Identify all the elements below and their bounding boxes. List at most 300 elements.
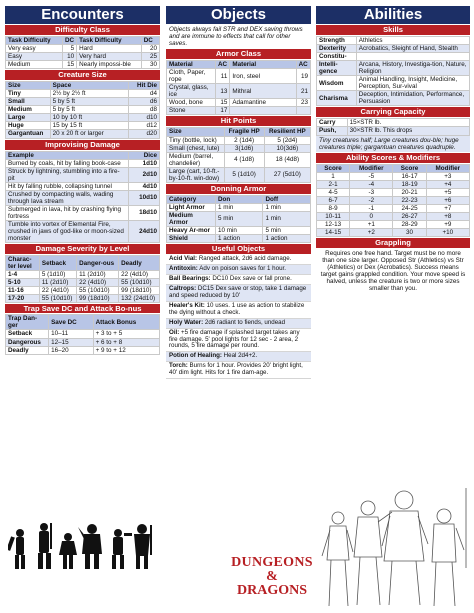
col-header: Deadly bbox=[119, 256, 160, 271]
table-row bbox=[167, 136, 311, 144]
cell: 1 action bbox=[263, 235, 311, 243]
cell: 21 bbox=[296, 84, 310, 99]
col-header: Category bbox=[167, 195, 216, 203]
col-header: Modifier bbox=[426, 164, 469, 172]
cell: 55 (10d10) bbox=[77, 287, 119, 295]
item-name: Potion of Healing: bbox=[169, 352, 222, 360]
silhouette-figure bbox=[112, 529, 132, 569]
cell: +8 bbox=[426, 212, 469, 220]
cell: 5 min bbox=[215, 211, 263, 226]
cell: Setback bbox=[6, 330, 49, 338]
cell: Cloth, Paper, rope bbox=[167, 69, 216, 84]
encounters-column bbox=[5, 6, 160, 355]
cell bbox=[296, 107, 310, 115]
table-row bbox=[317, 180, 470, 188]
table-row bbox=[6, 122, 160, 130]
item-text: 2d6 radiant to fiends, undead bbox=[204, 318, 286, 326]
cell: +4 bbox=[426, 180, 469, 188]
cell: 99 (18d10) bbox=[77, 295, 119, 303]
item-name: Oil: bbox=[169, 328, 180, 336]
cell: 18d10 bbox=[129, 205, 160, 220]
cell: Hard bbox=[77, 45, 142, 53]
cell: d6 bbox=[129, 98, 160, 106]
cell bbox=[356, 53, 469, 61]
donning-armor-table bbox=[166, 195, 311, 243]
col-header: Material bbox=[230, 61, 296, 69]
table-row bbox=[6, 53, 160, 61]
table-row bbox=[6, 159, 160, 167]
cell: 0 bbox=[350, 212, 393, 220]
logo-line-1: DUNGEONS bbox=[231, 555, 313, 570]
cell: -2 bbox=[350, 196, 393, 204]
cell: Athletics bbox=[356, 37, 469, 45]
cell: Medium bbox=[6, 106, 51, 114]
table-row bbox=[6, 182, 160, 190]
silhouette-figure bbox=[134, 524, 152, 569]
ability-scores-header: Ability Scores & Modifiers bbox=[316, 153, 470, 163]
cell: 17 bbox=[215, 107, 229, 115]
table-row bbox=[317, 127, 470, 135]
list-item bbox=[166, 362, 311, 379]
cell: 22-23 bbox=[393, 196, 426, 204]
cell: 1 min bbox=[263, 211, 311, 226]
table-row bbox=[6, 346, 160, 354]
col-header: Space bbox=[50, 82, 129, 90]
cell: Tumble into vortex of Elemental Fire, crushed in jaws of god-like or moon-sized monster bbox=[6, 220, 129, 242]
logo-line-2: & DRAGONS bbox=[236, 569, 307, 598]
cell: Easy bbox=[6, 53, 63, 61]
cell: 1 min bbox=[263, 203, 311, 211]
col-header: Setback bbox=[39, 256, 76, 271]
cell: Carry bbox=[317, 119, 348, 127]
cell: d8 bbox=[129, 106, 160, 114]
improvising-damage-header: Improvising Damage bbox=[5, 140, 160, 150]
cell: Medium Armor bbox=[167, 211, 216, 226]
table-row bbox=[167, 99, 311, 107]
list-item bbox=[166, 255, 311, 265]
col-header: Resilient HP bbox=[264, 128, 310, 136]
item-text: +5 fire damage if splashed target takes any fire damage. 5' pool lights for 12 sec - 2 area, 2 rounds, 5 fire damage per round. bbox=[169, 328, 300, 350]
cell: Struck by lightning, stumbling into a fire-pit bbox=[6, 167, 129, 182]
cell: +1 bbox=[350, 220, 393, 228]
cell: Medium bbox=[6, 61, 63, 69]
cell: 28-29 bbox=[393, 220, 426, 228]
cell: 55 (10d10) bbox=[119, 279, 160, 287]
cell: Wisdom bbox=[317, 76, 357, 91]
damage-severity-header: Damage Severity by Level bbox=[5, 244, 160, 254]
useful-objects-list bbox=[166, 255, 311, 379]
col-header: Fragile HP bbox=[224, 128, 264, 136]
col-header: Hit Die bbox=[129, 82, 160, 90]
col-header: Score bbox=[393, 164, 426, 172]
col-header: Don bbox=[215, 195, 263, 203]
table-row bbox=[317, 212, 470, 220]
table-row bbox=[317, 61, 470, 76]
cell: Medium (barrel, chandelier) bbox=[167, 152, 225, 167]
table-row bbox=[6, 45, 160, 53]
item-name: Healer's Kit: bbox=[169, 301, 205, 309]
skills-table bbox=[316, 36, 470, 106]
cell: 2-1 bbox=[317, 180, 350, 188]
table-row bbox=[6, 98, 160, 106]
col-header: Task Difficulty bbox=[6, 37, 63, 45]
cell: 14-15 bbox=[317, 228, 350, 236]
cell: Nearly impossi-ble bbox=[77, 61, 142, 69]
table-row bbox=[167, 235, 311, 243]
item-name: Ball Bearings: bbox=[169, 274, 211, 282]
abilities-column bbox=[316, 6, 470, 293]
col-header: Score bbox=[317, 164, 350, 172]
table-row bbox=[6, 114, 160, 122]
col-header: Size bbox=[6, 82, 51, 90]
armor-class-table bbox=[166, 60, 311, 115]
cell: 24-25 bbox=[393, 204, 426, 212]
cell: + 3 to + 5 bbox=[93, 330, 159, 338]
hit-points-table bbox=[166, 127, 311, 182]
cell: Large bbox=[6, 114, 51, 122]
cell: 10(3d6) bbox=[264, 144, 310, 152]
cell: Intelli-gence bbox=[317, 61, 357, 76]
list-item bbox=[166, 329, 311, 353]
grappling-text: Requires one free hand. Target must be no more than one size larger. Opposed Str (Athletics) vs Str (Athletics) or Dex (Acrobatics). Success means target gains grappled condition. Your move speed is halved, unless the creature is two or more sizes smaller than you. bbox=[320, 250, 466, 293]
cell: 20 bbox=[141, 45, 159, 53]
trap-save-table bbox=[5, 314, 160, 354]
table-row bbox=[167, 69, 311, 84]
cell: Adamantine bbox=[230, 99, 296, 107]
list-item bbox=[166, 275, 311, 285]
item-text: Heal 2d4+2. bbox=[223, 352, 258, 360]
objects-intro: Objects always fail STR and DEX saving throws and are immune to effects that call for other saves. bbox=[166, 25, 311, 48]
table-row bbox=[6, 338, 160, 346]
silhouette-figure bbox=[38, 523, 52, 569]
cell: 12-13 bbox=[317, 220, 350, 228]
cell: 10 min bbox=[215, 226, 263, 234]
cell: 5 by 5 ft bbox=[50, 98, 129, 106]
silhouette-figure bbox=[59, 533, 77, 569]
adventurer-figure bbox=[382, 491, 428, 605]
cell: 15 bbox=[62, 61, 76, 69]
cell: 4 (1d8) bbox=[224, 152, 264, 167]
cell: Small bbox=[6, 98, 51, 106]
cell: 10–11 bbox=[49, 330, 94, 338]
cell: 20 x 20 ft or larger bbox=[50, 130, 129, 138]
cell: 15×STR lb. bbox=[347, 119, 469, 127]
item-text: 10 uses. 1 use as action to stabilize the dying without a check. bbox=[169, 301, 305, 316]
cell: + 9 to + 12 bbox=[93, 346, 159, 354]
table-row bbox=[6, 167, 160, 182]
dungeons-dragons-logo bbox=[230, 556, 314, 598]
cell: 30×STR lb. This drops bbox=[347, 127, 469, 135]
cell: Strength bbox=[317, 37, 357, 45]
cell: Arcana, History, Investiga-tion, Nature, Religion bbox=[356, 61, 469, 76]
cell: 5 (1d10) bbox=[224, 167, 264, 182]
skills-header: Skills bbox=[316, 25, 470, 35]
cell: 11 (2d10) bbox=[39, 279, 76, 287]
list-item bbox=[166, 302, 311, 319]
cell: 13 bbox=[215, 84, 229, 99]
table-row bbox=[317, 196, 470, 204]
cell: 16-17 bbox=[393, 172, 426, 180]
cell: Huge bbox=[6, 122, 51, 130]
cell: Burned by coals, hit by falling book-case bbox=[6, 159, 129, 167]
col-header: Example bbox=[6, 151, 129, 159]
col-header: Doff bbox=[263, 195, 311, 203]
table-row bbox=[317, 119, 470, 127]
item-text: Burns for 1 hour. Provides 20' bright light, 40' dim light. Hits for 1 fire dam-age. bbox=[169, 362, 303, 377]
adventurers-illustration bbox=[316, 478, 470, 610]
col-header: Material bbox=[167, 61, 216, 69]
cell: 30 bbox=[393, 228, 426, 236]
cell: 4-5 bbox=[317, 188, 350, 196]
cell: 1d10 bbox=[129, 159, 160, 167]
cell: 55 (10d10) bbox=[39, 295, 76, 303]
cell: d4 bbox=[129, 90, 160, 98]
table-row bbox=[317, 37, 470, 45]
cell: Hit by falling rubble, collapsing tunnel bbox=[6, 182, 129, 190]
item-name: Antitoxin: bbox=[169, 265, 198, 273]
col-header: AC bbox=[215, 61, 229, 69]
cell: Very hard bbox=[77, 53, 142, 61]
cell: +7 bbox=[426, 204, 469, 212]
table-row bbox=[6, 205, 160, 220]
list-item bbox=[166, 352, 311, 362]
objects-title: Objects bbox=[166, 6, 311, 24]
cell: 2½ by 2½ ft bbox=[50, 90, 129, 98]
cell: 11 (2d10) bbox=[77, 271, 119, 279]
table-row bbox=[317, 91, 470, 106]
damage-severity-table bbox=[5, 255, 160, 303]
table-row bbox=[167, 226, 311, 234]
col-header: Charac-ter level bbox=[6, 256, 40, 271]
cell: 25 bbox=[141, 53, 159, 61]
table-row bbox=[167, 107, 311, 115]
item-text: Ranged attack, 2d6 acid damage. bbox=[198, 255, 292, 263]
cell: Tiny bbox=[6, 90, 51, 98]
cell: 26-27 bbox=[393, 212, 426, 220]
objects-column bbox=[166, 6, 311, 379]
table-row bbox=[6, 220, 160, 242]
cell: d12 bbox=[129, 122, 160, 130]
table-row bbox=[317, 204, 470, 212]
col-header: DC bbox=[62, 37, 76, 45]
col-header: Task Difficulty bbox=[77, 37, 142, 45]
cell: 20-21 bbox=[393, 188, 426, 196]
cell: Constitu- bbox=[317, 53, 357, 61]
cell: 99 (18d10) bbox=[119, 287, 160, 295]
grappling-header: Grappling bbox=[316, 238, 470, 248]
cell: 19 bbox=[296, 69, 310, 84]
cell bbox=[230, 107, 296, 115]
table-row bbox=[317, 53, 470, 61]
cell: 10-11 bbox=[317, 212, 350, 220]
cell: 5 min bbox=[263, 226, 311, 234]
table-row bbox=[317, 45, 470, 53]
cell: 5 (1d10) bbox=[39, 271, 76, 279]
cell: 10 by 10 ft bbox=[50, 114, 129, 122]
table-row bbox=[6, 295, 160, 303]
item-name: Acid Vial: bbox=[169, 255, 198, 263]
item-text: DC10 Dex save or fall prone. bbox=[212, 274, 292, 282]
cell: 17-20 bbox=[6, 295, 40, 303]
donning-armor-header: Donning Armor bbox=[166, 184, 311, 194]
cell: Crystal, glass, ice bbox=[167, 84, 216, 99]
cell: 23 bbox=[296, 99, 310, 107]
cell: -1 bbox=[350, 204, 393, 212]
item-text: Adv on poison saves for 1 hour. bbox=[199, 265, 286, 273]
cell: Stone bbox=[167, 107, 216, 115]
col-header: Dice bbox=[129, 151, 160, 159]
cell: Animal Handling, Insight, Medicine, Perception, Sur-vival bbox=[356, 76, 469, 91]
cell: 5 by 5 ft bbox=[50, 106, 129, 114]
cell: Very easy bbox=[6, 45, 63, 53]
cell: 4d10 bbox=[129, 182, 160, 190]
cell: + 6 to + 8 bbox=[93, 338, 159, 346]
cell: 30 bbox=[141, 61, 159, 69]
cell: Push, bbox=[317, 127, 348, 135]
cell: Mithral bbox=[230, 84, 296, 99]
cell: Small (chest, lute) bbox=[167, 144, 225, 152]
cell: Crushed by compacting walls, wading through lava stream bbox=[6, 190, 129, 205]
table-row bbox=[167, 211, 311, 226]
cell: 5-10 bbox=[6, 279, 40, 287]
col-header: Attack Bonus bbox=[93, 315, 159, 330]
cell: 18-19 bbox=[393, 180, 426, 188]
item-text: DC15 Dex save or stop, take 1 damage and speed reduced by 10' bbox=[169, 284, 307, 299]
cell: +9 bbox=[426, 220, 469, 228]
item-name: Caltrops: bbox=[169, 284, 197, 292]
cell: Charisma bbox=[317, 91, 357, 106]
table-row bbox=[6, 106, 160, 114]
cell: 22 (4d10) bbox=[119, 271, 160, 279]
item-name: Holy Water: bbox=[169, 318, 204, 326]
table-row bbox=[317, 228, 470, 236]
cell: 8-9 bbox=[317, 204, 350, 212]
cell: 15 bbox=[215, 99, 229, 107]
adventurer-figure bbox=[432, 488, 466, 606]
table-row bbox=[6, 330, 160, 338]
cell: Dangerous bbox=[6, 338, 49, 346]
difficulty-class-table bbox=[5, 36, 160, 69]
cell: 6-7 bbox=[317, 196, 350, 204]
encounters-title: Encounters bbox=[5, 6, 160, 24]
cell: 5 (2d4) bbox=[264, 136, 310, 144]
trap-save-header: Trap Save DC and Attack Bo-nus bbox=[5, 304, 160, 313]
silhouette-figure bbox=[78, 524, 102, 569]
cell: Dexterity bbox=[317, 45, 357, 53]
cell: 11 bbox=[215, 69, 229, 84]
col-header: Trap Dan-ger bbox=[6, 315, 49, 330]
cell: -5 bbox=[350, 172, 393, 180]
cell: -4 bbox=[350, 180, 393, 188]
carrying-capacity-note: Tiny creatures half; Large creatures dou-ble; huge creatures triple; gargantuan creatures quadruple. bbox=[316, 136, 470, 152]
table-row bbox=[6, 287, 160, 295]
list-item bbox=[166, 319, 311, 329]
table-row bbox=[167, 84, 311, 99]
cell: +5 bbox=[426, 188, 469, 196]
cell: d20 bbox=[129, 130, 160, 138]
creature-silhouettes-image bbox=[8, 519, 158, 577]
cell: 2d10 bbox=[129, 167, 160, 182]
cell: -3 bbox=[350, 188, 393, 196]
armor-class-header: Armor Class bbox=[166, 49, 311, 59]
cell: 11-16 bbox=[6, 287, 40, 295]
cell: Gargantuan bbox=[6, 130, 51, 138]
cell: 1 min bbox=[215, 203, 263, 211]
cell: 5 bbox=[62, 45, 76, 53]
cell: +2 bbox=[350, 228, 393, 236]
silhouette-figure bbox=[8, 529, 25, 569]
table-row bbox=[317, 76, 470, 91]
table-row bbox=[167, 144, 311, 152]
cell: 27 (5d10) bbox=[264, 167, 310, 182]
useful-objects-header: Useful Objects bbox=[166, 244, 311, 254]
cell: Iron, steel bbox=[230, 69, 296, 84]
cell: 1-4 bbox=[6, 271, 40, 279]
cell: Tiny (bottle, lock) bbox=[167, 136, 225, 144]
cell: 24d10 bbox=[129, 220, 160, 242]
cell: 15 by 15 ft bbox=[50, 122, 129, 130]
list-item bbox=[166, 285, 311, 302]
cell: 22 (4d10) bbox=[39, 287, 76, 295]
table-row bbox=[6, 61, 160, 69]
table-row bbox=[6, 130, 160, 138]
table-row bbox=[6, 279, 160, 287]
cell: Light Armor bbox=[167, 203, 216, 211]
cell: d10 bbox=[129, 114, 160, 122]
table-row bbox=[317, 172, 470, 180]
cell: Deception, Intimidation, Performance, Persuasion bbox=[356, 91, 469, 106]
abilities-title: Abilities bbox=[316, 6, 470, 24]
adventurer-figure bbox=[354, 501, 392, 605]
cell: Heavy Ar-mor bbox=[167, 226, 216, 234]
table-row bbox=[167, 152, 311, 167]
creature-size-table bbox=[5, 81, 160, 138]
cell: Wood, bone bbox=[167, 99, 216, 107]
cell: 1 bbox=[317, 172, 350, 180]
cell: 1 action bbox=[215, 235, 263, 243]
table-row bbox=[317, 188, 470, 196]
cell: Large (cart, 10-ft.-by-10-ft. win-dow) bbox=[167, 167, 225, 182]
cell: +6 bbox=[426, 196, 469, 204]
item-name: Torch: bbox=[169, 362, 188, 370]
difficulty-class-header: Difficulty Class bbox=[5, 25, 160, 35]
cell: Deadly bbox=[6, 346, 49, 354]
cell: +3 bbox=[426, 172, 469, 180]
col-header: Size bbox=[167, 128, 225, 136]
cell: 12–15 bbox=[49, 338, 94, 346]
adventurer-figure bbox=[322, 512, 353, 606]
cell: Shield bbox=[167, 235, 216, 243]
cell: 16–20 bbox=[49, 346, 94, 354]
cell: 10 bbox=[62, 53, 76, 61]
cell: Submerged in lava, hit by crashing flying fortress bbox=[6, 205, 129, 220]
cell: 10d10 bbox=[129, 190, 160, 205]
table-row bbox=[6, 271, 160, 279]
list-item bbox=[166, 265, 311, 275]
cell: Acrobatics, Sleight of Hand, Stealth bbox=[356, 45, 469, 53]
hit-points-header: Hit Points bbox=[166, 116, 311, 126]
table-row bbox=[317, 220, 470, 228]
cell: +10 bbox=[426, 228, 469, 236]
carrying-capacity-table bbox=[316, 118, 470, 135]
cell: 3(1d6) bbox=[224, 144, 264, 152]
table-row bbox=[167, 203, 311, 211]
cell: 18 (4d8) bbox=[264, 152, 310, 167]
col-header: Danger-ous bbox=[77, 256, 119, 271]
table-row bbox=[6, 190, 160, 205]
col-header: Save DC bbox=[49, 315, 94, 330]
improvising-damage-table bbox=[5, 151, 160, 244]
